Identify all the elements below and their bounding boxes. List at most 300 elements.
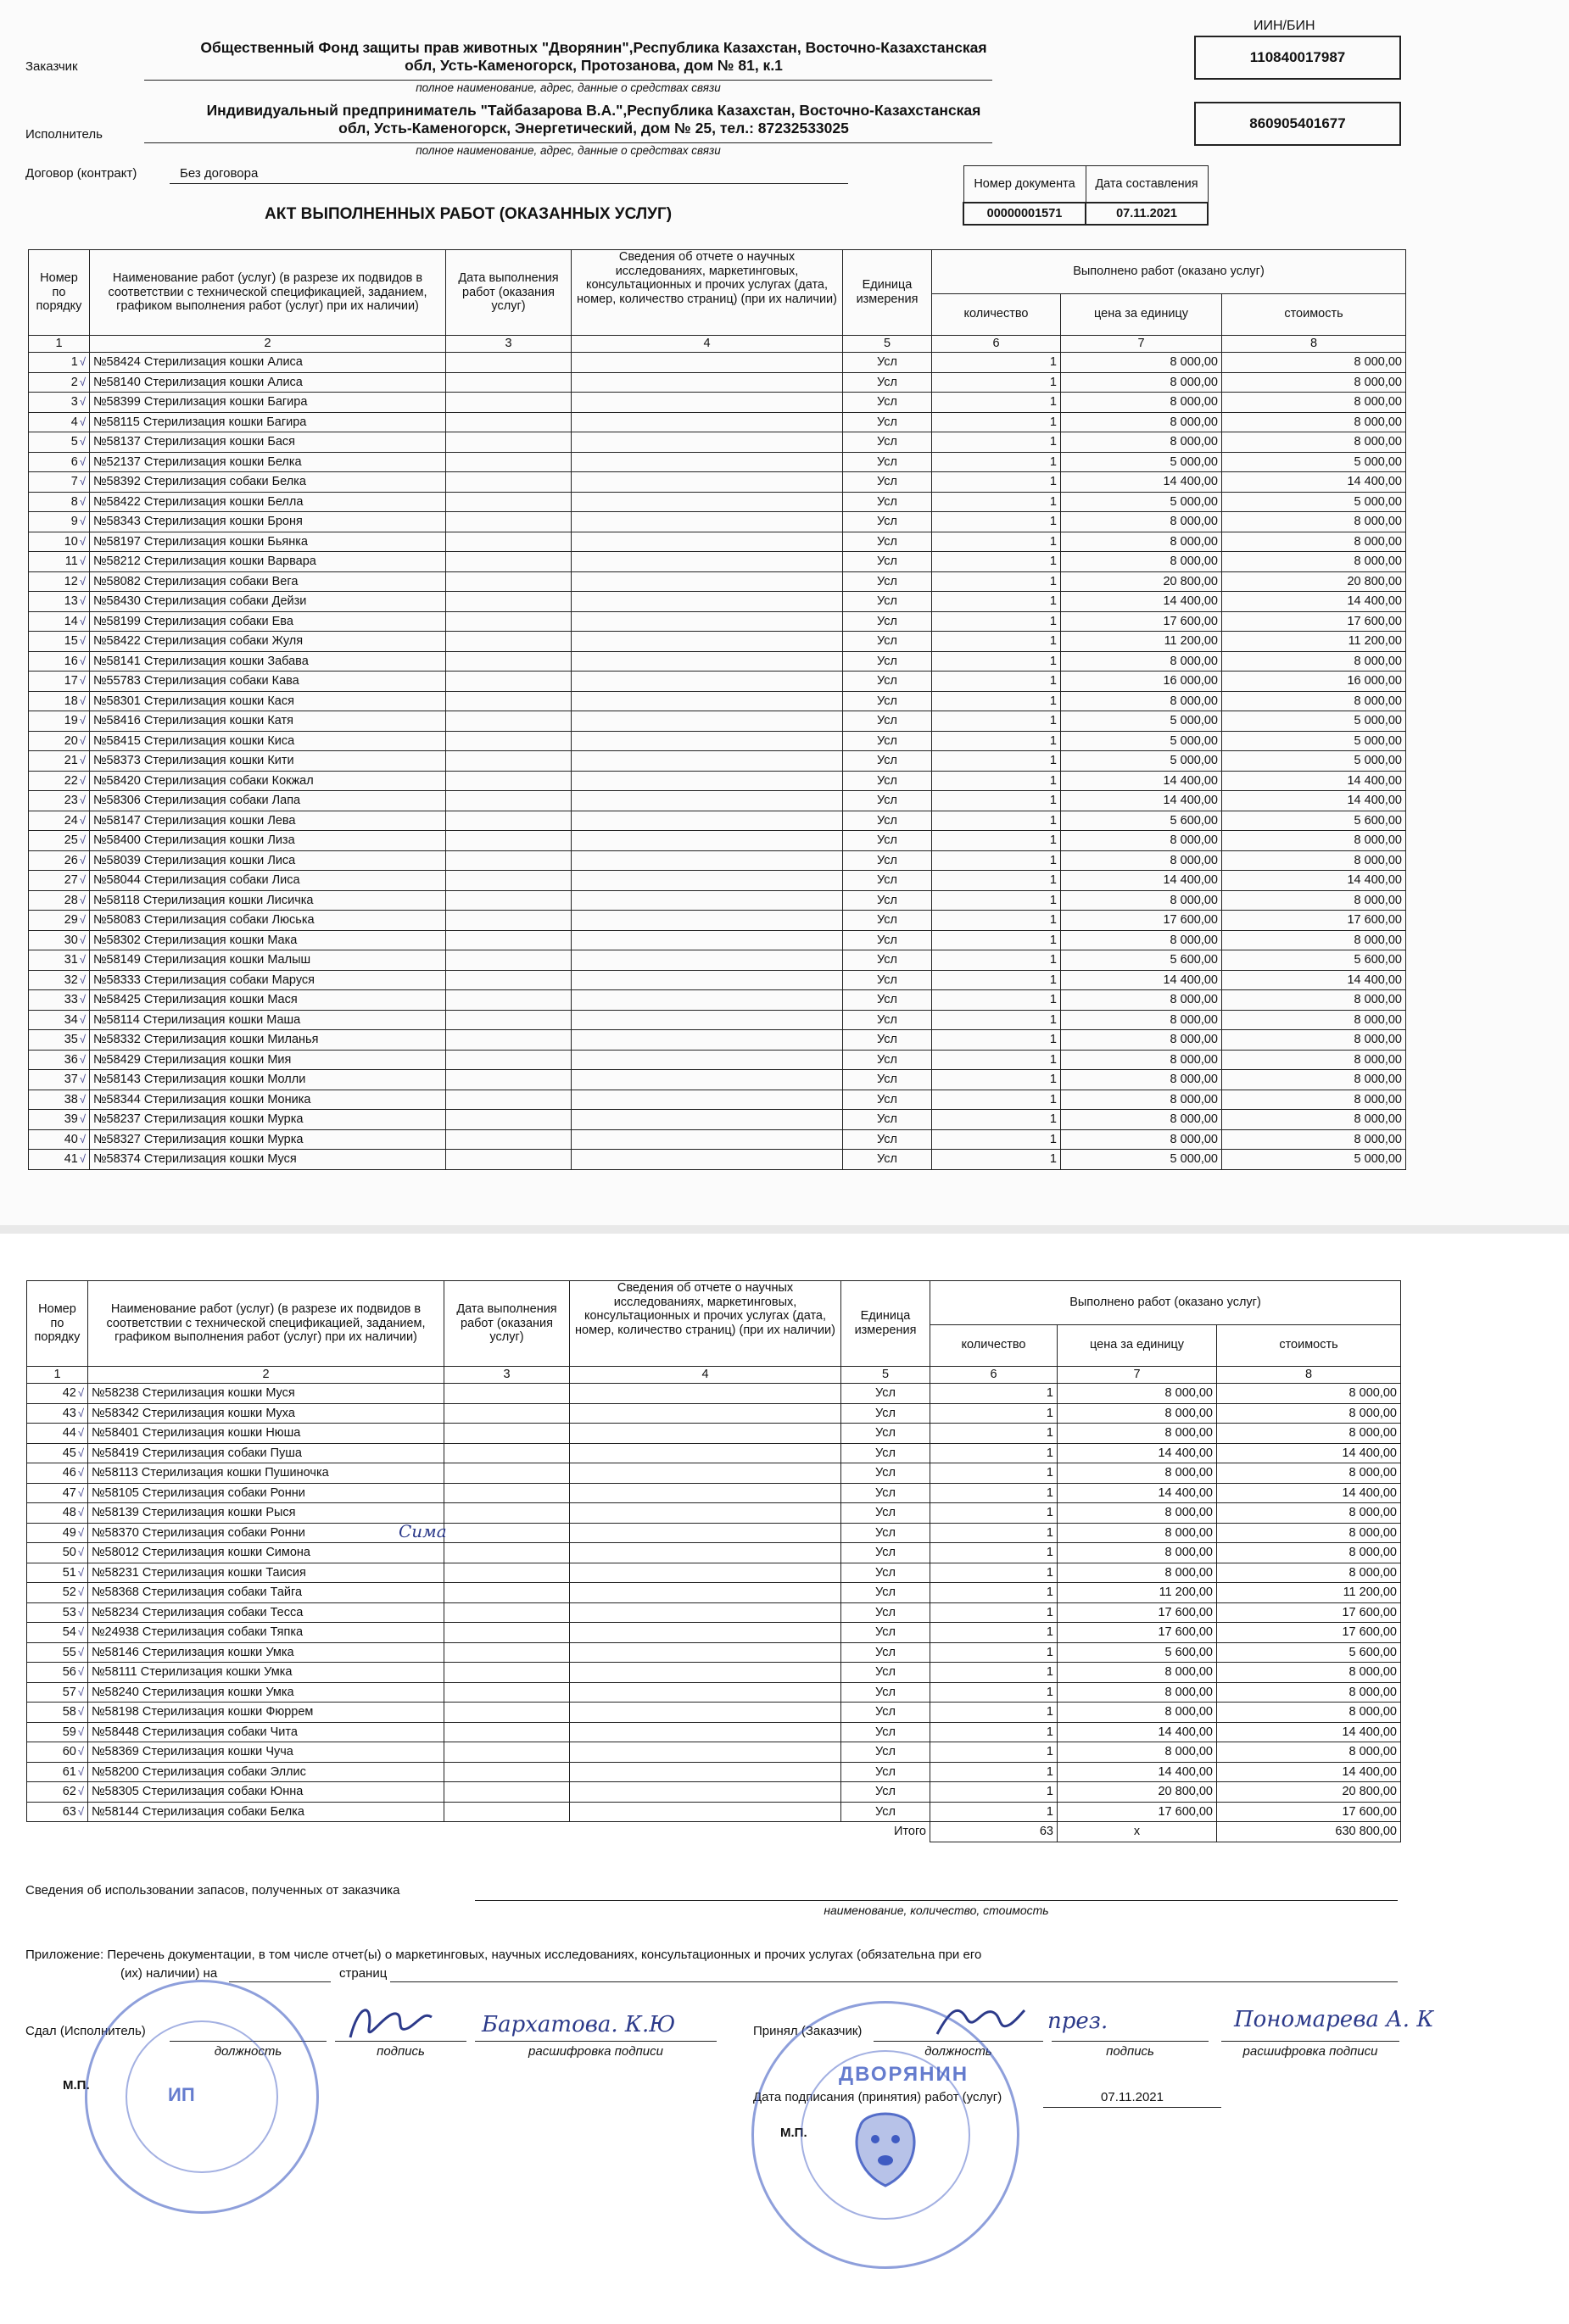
row-report — [572, 911, 843, 931]
table-row — [27, 1463, 1401, 1484]
row-price: 17 600,00 — [1058, 1623, 1217, 1643]
check-mark-icon: √ — [79, 953, 86, 966]
row-price: 8 000,00 — [1061, 990, 1222, 1011]
row-unit: Усл — [843, 850, 932, 871]
row-report — [570, 1762, 841, 1782]
row-cost: 8 000,00 — [1222, 831, 1406, 851]
row-report — [570, 1463, 841, 1484]
row-report — [572, 731, 843, 751]
page-2 — [0, 1234, 1569, 2324]
row-qty: 1 — [932, 412, 1061, 432]
row-report — [570, 1403, 841, 1424]
table-row — [27, 1762, 1401, 1782]
row-price: 8 000,00 — [1058, 1703, 1217, 1723]
row-cost: 5 000,00 — [1222, 452, 1406, 472]
dog-emblem-icon — [843, 2101, 928, 2194]
row-report — [572, 1050, 843, 1070]
row-qty: 1 — [930, 1762, 1058, 1782]
col-done-header-2: Выполнено работ (оказано услуг) — [930, 1281, 1401, 1325]
row-name: №58012 Стерилизация кошки Симона — [88, 1543, 444, 1563]
row-number: 54 √ — [27, 1623, 88, 1643]
row-qty: 1 — [932, 1010, 1061, 1030]
table-row — [29, 492, 1406, 512]
row-report — [570, 1443, 841, 1463]
column-numbers-row-2: 1 2 3 4 5 6 7 8 — [27, 1367, 1401, 1384]
cust-handwritten-position: през. — [1047, 2009, 1108, 2034]
row-unit: Усл — [841, 1424, 930, 1444]
row-name: №58105 Стерилизация собаки Ронни — [88, 1483, 444, 1503]
table-row — [27, 1583, 1401, 1603]
row-qty: 1 — [930, 1583, 1058, 1603]
check-mark-icon: √ — [79, 773, 86, 787]
check-mark-icon: √ — [79, 355, 86, 368]
row-unit: Усл — [843, 791, 932, 811]
row-cost: 8 000,00 — [1222, 990, 1406, 1011]
row-report — [572, 452, 843, 472]
row-qty: 1 — [930, 1443, 1058, 1463]
row-number: 48 √ — [27, 1503, 88, 1524]
executor-line-1: Индивидуальный предприниматель "Тайбазарова В.А.",Республика Казахстан, Восточно-Казахстанская — [206, 102, 981, 119]
row-name: №58149 Стерилизация кошки Малыш — [90, 950, 446, 971]
row-unit: Усл — [843, 412, 932, 432]
row-report — [572, 1150, 843, 1170]
row-name: №58305 Стерилизация собаки Юнна — [88, 1782, 444, 1803]
row-date — [446, 1070, 572, 1090]
row-price: 14 400,00 — [1058, 1722, 1217, 1742]
works-table-2-body — [27, 1384, 1401, 1822]
row-report — [572, 592, 843, 612]
row-report — [570, 1663, 841, 1683]
executor-line-2: обл, Усть-Каменогорск, Энергетический, дом № 25, тел.: 87232533025 — [338, 120, 849, 137]
row-report — [572, 432, 843, 453]
row-name: №58400 Стерилизация кошки Лиза — [90, 831, 446, 851]
row-qty: 1 — [932, 990, 1061, 1011]
row-number: 34 √ — [29, 1010, 90, 1030]
row-report — [572, 970, 843, 990]
table-row — [27, 1802, 1401, 1822]
row-cost: 5 600,00 — [1217, 1642, 1401, 1663]
row-cost: 14 400,00 — [1222, 771, 1406, 791]
check-mark-icon: √ — [77, 1725, 84, 1738]
row-qty: 1 — [930, 1722, 1058, 1742]
row-date — [444, 1424, 570, 1444]
table-row — [27, 1543, 1401, 1563]
row-name: №58448 Стерилизация собаки Чита — [88, 1722, 444, 1742]
table-row — [27, 1483, 1401, 1503]
row-date — [446, 571, 572, 592]
customer-name — [153, 39, 1035, 75]
row-qty: 1 — [932, 691, 1061, 711]
row-name: №58198 Стерилизация кошки Фюррем — [88, 1703, 444, 1723]
row-report — [572, 512, 843, 532]
row-price: 8 000,00 — [1058, 1682, 1217, 1703]
row-date — [446, 831, 572, 851]
row-report — [570, 1563, 841, 1583]
row-unit: Усл — [843, 970, 932, 990]
row-number: 16 √ — [29, 651, 90, 672]
row-price: 14 400,00 — [1061, 791, 1222, 811]
table-row — [27, 1703, 1401, 1723]
row-number: 42 √ — [27, 1384, 88, 1404]
row-number: 21 √ — [29, 751, 90, 772]
col-price-header-2: цена за единицу — [1058, 1324, 1217, 1367]
row-unit: Усл — [843, 492, 932, 512]
row-qty: 1 — [932, 353, 1061, 373]
row-date — [444, 1602, 570, 1623]
check-mark-icon: √ — [79, 415, 86, 428]
row-qty: 1 — [932, 850, 1061, 871]
row-report — [572, 1090, 843, 1110]
row-report — [572, 751, 843, 772]
row-price: 8 000,00 — [1061, 353, 1222, 373]
table-row — [29, 592, 1406, 612]
row-name: №58234 Стерилизация собаки Тесса — [88, 1602, 444, 1623]
row-number: 60 √ — [27, 1742, 88, 1763]
row-number: 1 √ — [29, 353, 90, 373]
row-cost: 8 000,00 — [1217, 1742, 1401, 1763]
row-cost: 8 000,00 — [1217, 1663, 1401, 1683]
row-report — [570, 1424, 841, 1444]
row-price: 5 600,00 — [1061, 811, 1222, 831]
row-name: №58425 Стерилизация кошки Мася — [90, 990, 446, 1011]
row-name: №58139 Стерилизация кошки Рыся — [88, 1503, 444, 1524]
row-qty: 1 — [932, 751, 1061, 772]
row-qty: 1 — [932, 911, 1061, 931]
table-row — [27, 1722, 1401, 1742]
row-unit: Усл — [841, 1703, 930, 1723]
customer-stamp — [751, 2001, 1019, 2269]
customer-line-1: Общественный Фонд защиты прав животных "Дворянин",Республика Казахстан, Восточно-Казахстанская — [200, 39, 987, 56]
row-qty: 1 — [932, 611, 1061, 632]
cust-decode-caption: расшифровка подписи — [1242, 2044, 1378, 2059]
row-number: 25 √ — [29, 831, 90, 851]
doc-number: 00000001571 — [963, 203, 1086, 225]
row-report — [570, 1802, 841, 1822]
row-unit: Усл — [843, 552, 932, 572]
row-date — [444, 1503, 570, 1524]
row-report — [572, 571, 843, 592]
row-qty: 1 — [930, 1424, 1058, 1444]
row-price: 8 000,00 — [1058, 1403, 1217, 1424]
row-cost: 17 600,00 — [1217, 1602, 1401, 1623]
row-report — [570, 1503, 841, 1524]
row-price: 14 400,00 — [1058, 1762, 1217, 1782]
row-report — [572, 492, 843, 512]
row-cost: 14 400,00 — [1222, 871, 1406, 891]
table-row — [27, 1623, 1401, 1643]
row-date — [446, 950, 572, 971]
row-price: 8 000,00 — [1058, 1384, 1217, 1404]
row-unit: Усл — [841, 1563, 930, 1583]
check-mark-icon: √ — [79, 555, 86, 567]
row-price: 8 000,00 — [1061, 1070, 1222, 1090]
table-row — [29, 1070, 1406, 1090]
row-cost: 14 400,00 — [1222, 970, 1406, 990]
row-qty: 1 — [930, 1623, 1058, 1643]
check-mark-icon: √ — [77, 1586, 84, 1598]
row-qty: 1 — [932, 970, 1061, 990]
row-name: №58082 Стерилизация собаки Вега — [90, 571, 446, 592]
row-cost: 14 400,00 — [1222, 472, 1406, 493]
row-number: 32 √ — [29, 970, 90, 990]
row-date — [446, 353, 572, 373]
exec-signature-caption: подпись — [377, 2044, 425, 2059]
row-unit: Усл — [843, 512, 932, 532]
row-number: 7 √ — [29, 472, 90, 493]
row-name: №58199 Стерилизация собаки Ева — [90, 611, 446, 632]
row-date — [446, 512, 572, 532]
row-date — [446, 532, 572, 552]
check-mark-icon: √ — [77, 1645, 84, 1658]
row-unit: Усл — [843, 871, 932, 891]
row-name: №58419 Стерилизация собаки Пуша — [88, 1443, 444, 1463]
row-name: №58147 Стерилизация кошки Лева — [90, 811, 446, 831]
check-mark-icon: √ — [79, 1073, 86, 1085]
row-cost: 8 000,00 — [1222, 930, 1406, 950]
row-report — [572, 850, 843, 871]
row-unit: Усл — [841, 1663, 930, 1683]
row-price: 17 600,00 — [1058, 1802, 1217, 1822]
check-mark-icon: √ — [79, 893, 86, 906]
row-name: №58301 Стерилизация кошки Кася — [90, 691, 446, 711]
row-report — [572, 711, 843, 732]
row-name: №58392 Стерилизация собаки Белка — [90, 472, 446, 493]
row-date — [446, 890, 572, 911]
row-name: №58420 Стерилизация собаки Кокжал — [90, 771, 446, 791]
col-report-header: Сведения об отчете о научных исследованиях, маркетинговых, консультационных и прочих услугах (дата, номер, количество страниц) (при их наличии) — [572, 250, 843, 336]
row-qty: 1 — [930, 1384, 1058, 1404]
row-date — [446, 1150, 572, 1170]
check-mark-icon: √ — [79, 614, 86, 627]
row-date — [444, 1563, 570, 1583]
row-cost: 5 000,00 — [1222, 1150, 1406, 1170]
exec-position-caption: должность — [214, 2044, 282, 2059]
row-unit: Усл — [843, 632, 932, 652]
check-mark-icon: √ — [79, 853, 86, 867]
row-cost: 8 000,00 — [1217, 1682, 1401, 1703]
row-number: 13 √ — [29, 592, 90, 612]
row-name: №58240 Стерилизация кошки Умка — [88, 1682, 444, 1703]
row-name: №58369 Стерилизация кошки Чуча — [88, 1742, 444, 1763]
stock-label: Сведения об использовании запасов, полученных от заказчика — [25, 1883, 400, 1898]
row-date — [446, 791, 572, 811]
check-mark-icon: √ — [79, 933, 86, 946]
row-price: 5 600,00 — [1058, 1642, 1217, 1663]
customer-stamp-text: ДВОРЯНИН — [839, 2063, 969, 2086]
row-cost: 8 000,00 — [1217, 1503, 1401, 1524]
row-qty: 1 — [932, 1030, 1061, 1051]
row-qty: 1 — [932, 890, 1061, 911]
row-date — [446, 592, 572, 612]
check-mark-icon: √ — [79, 534, 86, 548]
check-mark-icon: √ — [77, 1605, 84, 1619]
row-report — [572, 811, 843, 831]
row-qty: 1 — [930, 1682, 1058, 1703]
row-cost: 8 000,00 — [1217, 1463, 1401, 1484]
check-mark-icon: √ — [77, 1426, 84, 1439]
row-price: 8 000,00 — [1061, 512, 1222, 532]
row-cost: 5 000,00 — [1222, 751, 1406, 772]
row-date — [444, 1782, 570, 1803]
row-cost: 8 000,00 — [1217, 1403, 1401, 1424]
row-qty: 1 — [930, 1703, 1058, 1723]
row-price: 8 000,00 — [1058, 1463, 1217, 1484]
row-date — [446, 1010, 572, 1030]
row-cost: 5 600,00 — [1222, 950, 1406, 971]
row-name: №58422 Стерилизация собаки Жуля — [90, 632, 446, 652]
column-numbers-row: 1 2 3 4 5 6 7 8 — [29, 336, 1406, 353]
row-cost: 8 000,00 — [1222, 651, 1406, 672]
col-date-header-2: Дата выполнения работ (оказания услуг) — [444, 1281, 570, 1367]
customer-line-2: обл, Усть-Каменогорск, Протозанова, дом № 81, к.1 — [405, 57, 783, 74]
check-mark-icon: √ — [79, 674, 86, 687]
row-cost: 8 000,00 — [1222, 1010, 1406, 1030]
row-number: 23 √ — [29, 791, 90, 811]
row-name: №58141 Стерилизация кошки Забава — [90, 651, 446, 672]
col-price-header: цена за единицу — [1061, 293, 1222, 336]
row-cost: 17 600,00 — [1222, 911, 1406, 931]
works-table-2 — [26, 1280, 1401, 1842]
row-price: 8 000,00 — [1058, 1742, 1217, 1763]
row-name: №58422 Стерилизация кошки Белла — [90, 492, 446, 512]
row-number: 20 √ — [29, 731, 90, 751]
row-name: №24938 Стерилизация собаки Тяпка — [88, 1623, 444, 1643]
col-qty-header: количество — [932, 293, 1061, 336]
handed-label: Сдал (Исполнитель) — [25, 2024, 146, 2038]
check-mark-icon: √ — [79, 515, 86, 527]
row-name: №55783 Стерилизация собаки Кава — [90, 672, 446, 692]
row-price: 5 000,00 — [1061, 1150, 1222, 1170]
row-report — [572, 990, 843, 1011]
row-cost: 14 400,00 — [1222, 791, 1406, 811]
table-row — [27, 1503, 1401, 1524]
row-cost: 8 000,00 — [1222, 890, 1406, 911]
table-row — [29, 691, 1406, 711]
row-number: 57 √ — [27, 1682, 88, 1703]
row-unit: Усл — [843, 950, 932, 971]
row-qty: 1 — [930, 1742, 1058, 1763]
row-unit: Усл — [841, 1384, 930, 1404]
row-date — [444, 1682, 570, 1703]
row-date — [444, 1403, 570, 1424]
row-date — [446, 651, 572, 672]
row-date — [446, 611, 572, 632]
page-title: АКТ ВЫПОЛНЕННЫХ РАБОТ (ОКАЗАННЫХ УСЛУГ) — [265, 205, 673, 223]
customer-label: Заказчик — [25, 59, 78, 74]
row-name: №58370 Стерилизация собаки Ронни — [88, 1523, 444, 1543]
table-row — [27, 1403, 1401, 1424]
row-number: 2 √ — [29, 372, 90, 393]
row-unit: Усл — [841, 1543, 930, 1563]
table-row — [27, 1782, 1401, 1803]
col-cost-header-2: стоимость — [1217, 1324, 1401, 1367]
check-mark-icon: √ — [77, 1785, 84, 1797]
row-date — [446, 632, 572, 652]
row-unit: Усл — [841, 1642, 930, 1663]
row-cost: 8 000,00 — [1222, 1030, 1406, 1051]
row-date — [444, 1742, 570, 1763]
table-row — [29, 970, 1406, 990]
annex-line-2b: страниц — [339, 1966, 388, 1981]
row-cost: 8 000,00 — [1217, 1703, 1401, 1723]
row-unit: Усл — [841, 1583, 930, 1603]
table-row — [29, 890, 1406, 911]
row-date — [446, 1090, 572, 1110]
row-report — [570, 1583, 841, 1603]
row-date — [446, 372, 572, 393]
row-number: 62 √ — [27, 1782, 88, 1803]
table-row — [29, 1050, 1406, 1070]
row-price: 8 000,00 — [1061, 1030, 1222, 1051]
table-row — [29, 532, 1406, 552]
row-date — [444, 1443, 570, 1463]
table-row — [29, 353, 1406, 373]
check-mark-icon: √ — [77, 1546, 84, 1558]
check-mark-icon: √ — [79, 435, 86, 448]
row-qty: 1 — [932, 632, 1061, 652]
row-qty: 1 — [932, 512, 1061, 532]
row-unit: Усл — [843, 811, 932, 831]
row-report — [572, 372, 843, 393]
row-name: №58344 Стерилизация кошки Моника — [90, 1090, 446, 1110]
row-report — [570, 1642, 841, 1663]
totals-cost: 630 800,00 — [1217, 1822, 1401, 1842]
row-unit: Усл — [843, 393, 932, 413]
customer-caption: полное наименование, адрес, данные о средствах связи — [416, 81, 721, 94]
executor-caption: полное наименование, адрес, данные о средствах связи — [416, 144, 721, 157]
row-date — [446, 691, 572, 711]
row-unit: Усл — [843, 1050, 932, 1070]
row-cost: 11 200,00 — [1217, 1583, 1401, 1603]
row-report — [570, 1722, 841, 1742]
row-report — [572, 651, 843, 672]
row-date — [446, 432, 572, 453]
row-price: 8 000,00 — [1058, 1663, 1217, 1683]
row-report — [572, 1030, 843, 1051]
row-unit: Усл — [841, 1463, 930, 1484]
table-row — [29, 1090, 1406, 1110]
row-qty: 1 — [932, 472, 1061, 493]
check-mark-icon: √ — [79, 714, 86, 727]
row-number: 10 √ — [29, 532, 90, 552]
row-date — [446, 930, 572, 950]
check-mark-icon: √ — [79, 395, 86, 408]
row-unit: Усл — [843, 432, 932, 453]
row-number: 9 √ — [29, 512, 90, 532]
row-date — [446, 751, 572, 772]
row-price: 8 000,00 — [1058, 1523, 1217, 1543]
row-qty: 1 — [930, 1602, 1058, 1623]
row-qty: 1 — [930, 1642, 1058, 1663]
row-unit: Усл — [843, 1110, 932, 1130]
table-row — [29, 651, 1406, 672]
row-report — [570, 1483, 841, 1503]
row-price: 8 000,00 — [1058, 1503, 1217, 1524]
row-price: 16 000,00 — [1061, 672, 1222, 692]
row-qty: 1 — [932, 552, 1061, 572]
row-cost: 20 800,00 — [1217, 1782, 1401, 1803]
row-date — [446, 911, 572, 931]
row-price: 8 000,00 — [1061, 691, 1222, 711]
row-number: 31 √ — [29, 950, 90, 971]
row-qty: 1 — [932, 930, 1061, 950]
row-date — [444, 1384, 570, 1404]
row-report — [572, 353, 843, 373]
row-unit: Усл — [841, 1802, 930, 1822]
row-date — [446, 731, 572, 751]
row-qty: 1 — [930, 1403, 1058, 1424]
row-unit: Усл — [843, 592, 932, 612]
